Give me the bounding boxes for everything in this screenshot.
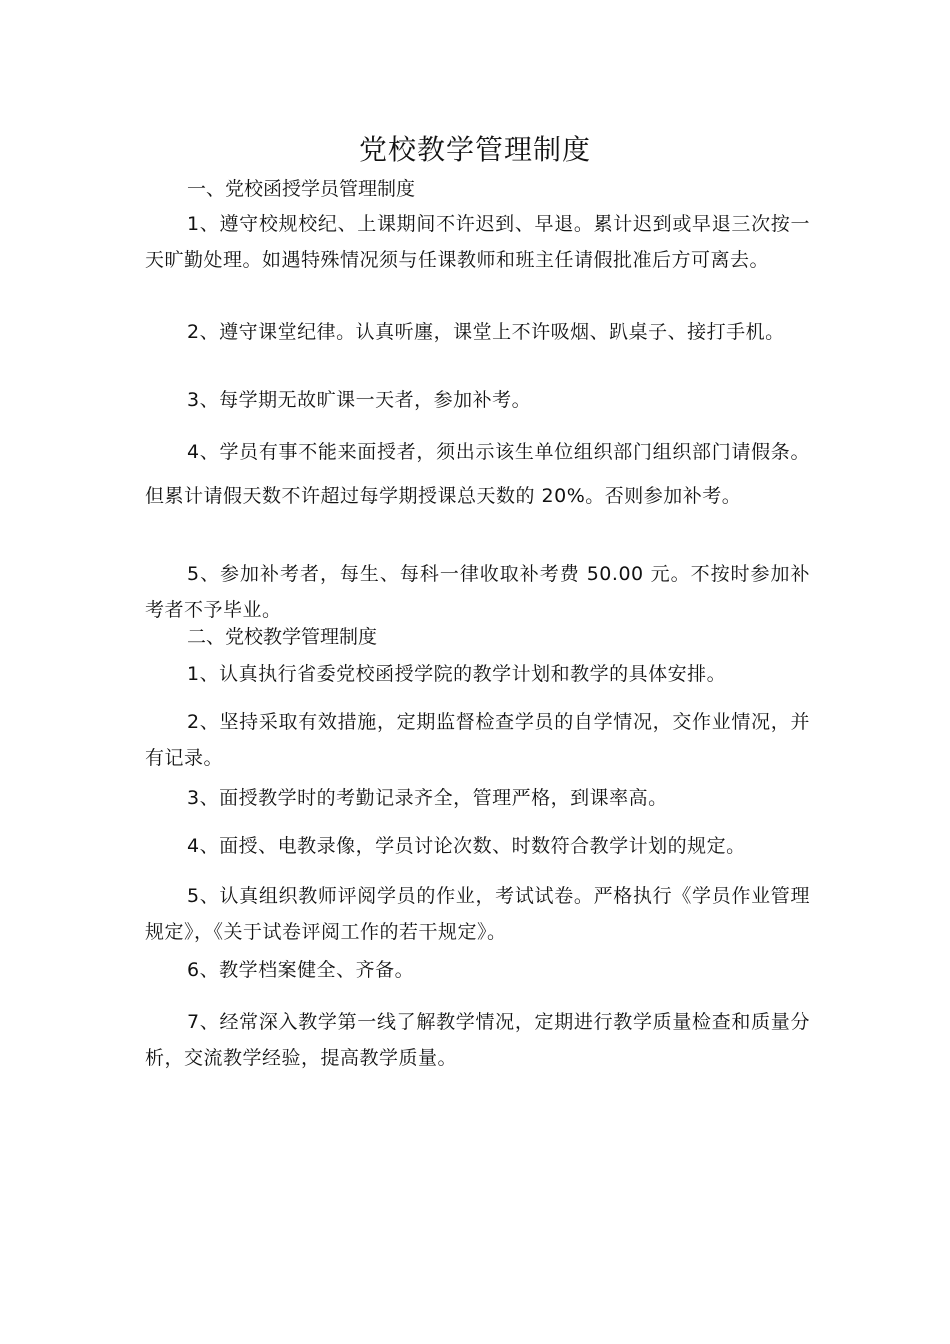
section-heading-2: 二、党校教学管理制度: [187, 626, 378, 648]
section1-item-1: 1、遵守校规校纪、上课期间不许迟到、早退。累计迟到或早退三次按一天旷勤处理。如遇特殊情况须与任课教师和班主任请假批准后方可离去。: [145, 213, 810, 271]
section1-item-2: 2、遵守课堂纪律。认真听廛，课堂上不许吸烟、趴桌子、接打手机。: [187, 321, 785, 343]
section1-item-3: 3、每学期无故旷课一天者，参加补考。: [187, 389, 532, 411]
section2-item-4: 4、面授、电教录像，学员讨论次数、时数符合教学计划的规定。: [187, 835, 746, 857]
section2-item-2: 2、坚持采取有效措施，定期监督检查学员的自学情况，交作业情况，并有记录。: [145, 711, 810, 769]
section2-item-3: 3、面授教学时的考勤记录齐全，管理严格，到课率高。: [187, 787, 668, 809]
section-heading-1: 一、党校函授学员管理制度: [187, 178, 416, 200]
section2-item-6: 6、教学档案健全、齐备。: [187, 959, 415, 981]
section1-item-5: 5、参加补考者，每生、每科一律收取补考费 50.00 元。不按时参加补考者不予毕业。: [145, 563, 810, 621]
section2-item-5: 5、认真组织教师评阅学员的作业，考试试卷。严格执行《学员作业管理规定》，《关于试卷评阅工作的若干规定》。: [145, 885, 810, 943]
section2-item-1: 1、认真执行省委党校函授学院的教学计划和教学的具体安排。: [187, 663, 727, 685]
section2-item-7: 7、经常深入教学第一线了解教学情况，定期进行教学质量检查和质量分析，交流教学经验，提高教学质量。: [145, 1011, 810, 1069]
document-title: 党校教学管理制度: [358, 133, 591, 166]
section1-item-4: 4、学员有事不能来面授者，须出示该生单位组织部门组织部门请假条。但累计请假天数不许超过每学期授课总天数的 20%。否则参加补考。: [145, 441, 810, 507]
